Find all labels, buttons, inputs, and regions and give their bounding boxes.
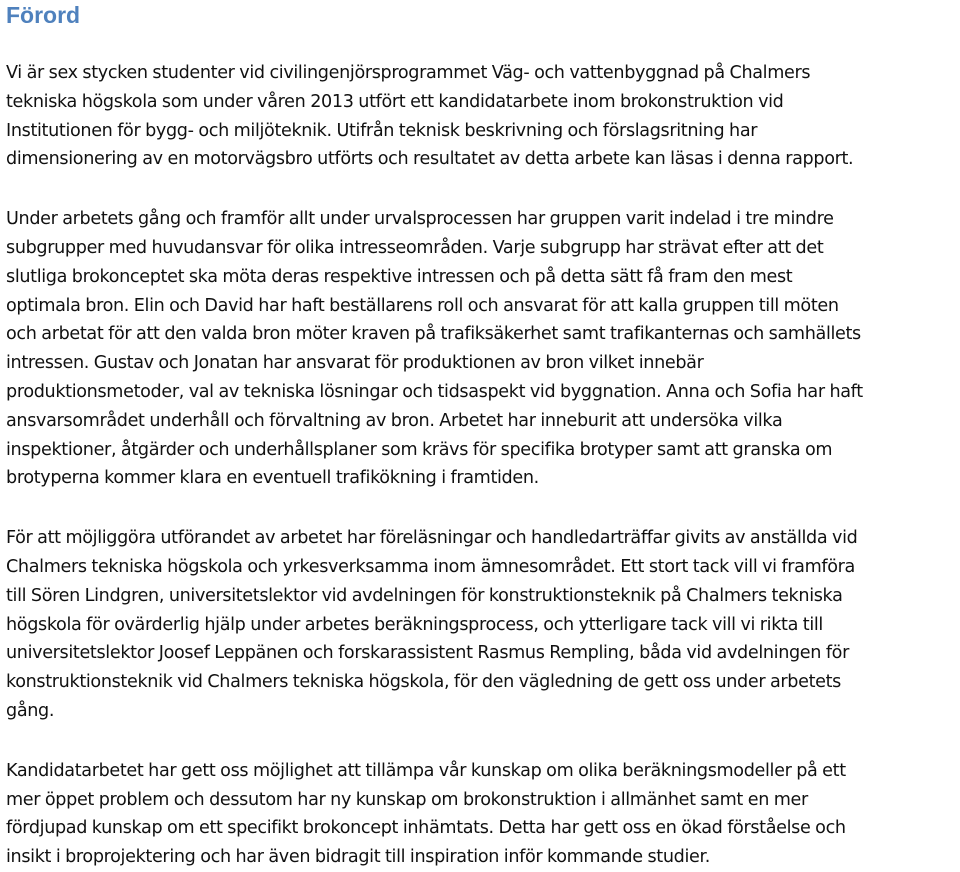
- text-line: universitetslektor Joosef Leppänen och forskarassistent Rasmus Rempling, båda vid avdelningen för: [6, 643, 849, 664]
- text-line: dimensionering av en motorvägsbro utförts och resultatet av detta arbete kan läsas i denna rapport.: [6, 149, 854, 170]
- paragraph-intro: [6, 59, 956, 174]
- text-line: Kandidatarbetet har gett oss möjlighet att tillämpa vår kunskap om olika beräkningsmodeller på ett: [6, 760, 846, 781]
- text-line: För att möjliggöra utförandet av arbetet har föreläsningar och handledarträffar givits av anställda vid: [6, 528, 858, 549]
- text-line: tekniska högskola som under våren 2013 utfört ett kandidatarbete inom brokonstruktion vid: [6, 91, 784, 112]
- document-page: [6, 0, 956, 872]
- text-line: fördjupad kunskap om ett specifikt brokoncept inhämtats. Detta har gett oss en ökad förståelse och: [6, 818, 846, 839]
- text-line: brotyperna kommer klara en eventuell trafikökning i framtiden.: [6, 468, 539, 489]
- text-line: optimala bron. Elin och David har haft beställarens roll och ansvarat för att kalla gruppen till möten: [6, 295, 839, 316]
- text-line: ansvarsområdet underhåll och förvaltning av bron. Arbetet har inneburit att undersöka vilka: [6, 410, 783, 431]
- page-title: Förord: [6, 2, 81, 28]
- text-line: inspektioner, åtgärder och underhållsplaner som krävs för specifika brotyper samt att granska om: [6, 439, 833, 460]
- text-line: Chalmers tekniska högskola och yrkesverksamma inom ämnesområdet. Ett stort tack vill vi framföra: [6, 556, 855, 577]
- text-line: Under arbetets gång och framför allt under urvalsprocessen har gruppen varit indelad i tre mindre: [6, 209, 834, 230]
- text-line: produktionsmetoder, val av tekniska lösningar och tidsaspekt vid byggnation. Anna och Sofia har haft: [6, 381, 863, 402]
- text-line: slutliga brokonceptet ska möta deras respektive intressen och på detta sätt få fram den mest: [6, 266, 793, 287]
- text-line: intressen. Gustav och Jonatan har ansvarat för produktionen av bron vilket innebär: [6, 353, 704, 374]
- text-line: Vi är sex stycken studenter vid civilingenjörsprogrammet Väg- och vattenbyggnad på Chalmers: [6, 63, 811, 83]
- text-line: Institutionen för bygg- och miljöteknik. Utifrån teknisk beskrivning och förslagsritning har: [6, 120, 758, 141]
- text-line: gång.: [6, 700, 55, 721]
- paragraph-conclusion: [6, 757, 956, 872]
- text-line: insikt i broprojektering och har även bidragit till inspiration inför kommande studier.: [6, 847, 710, 868]
- text-line: konstruktionsteknik vid Chalmers tekniska högskola, för den vägledning de gett oss under arbetets: [6, 672, 841, 693]
- text-line: subgrupper med huvudansvar för olika intresseområden. Varje subgrupp har strävat efter att det: [6, 237, 824, 258]
- text-line: högskola för ovärderlig hjälp under arbetes beräkningsprocess, och ytterligare tack vill vi rikta till: [6, 614, 823, 635]
- paragraph-subgroups: [6, 205, 956, 493]
- text-line: och arbetat för att den valda bron möter kraven på trafiksäkerhet samt trafikanternas och samhällets: [6, 324, 861, 345]
- text-line: till Sören Lindgren, universitetslektor vid avdelningen för konstruktionsteknik på Chalmers tekniska: [6, 585, 843, 606]
- text-line: mer öppet problem och dessutom har ny kunskap om brokonstruktion i allmänhet samt en mer: [6, 789, 808, 810]
- paragraph-acknowledgements: [6, 524, 956, 726]
